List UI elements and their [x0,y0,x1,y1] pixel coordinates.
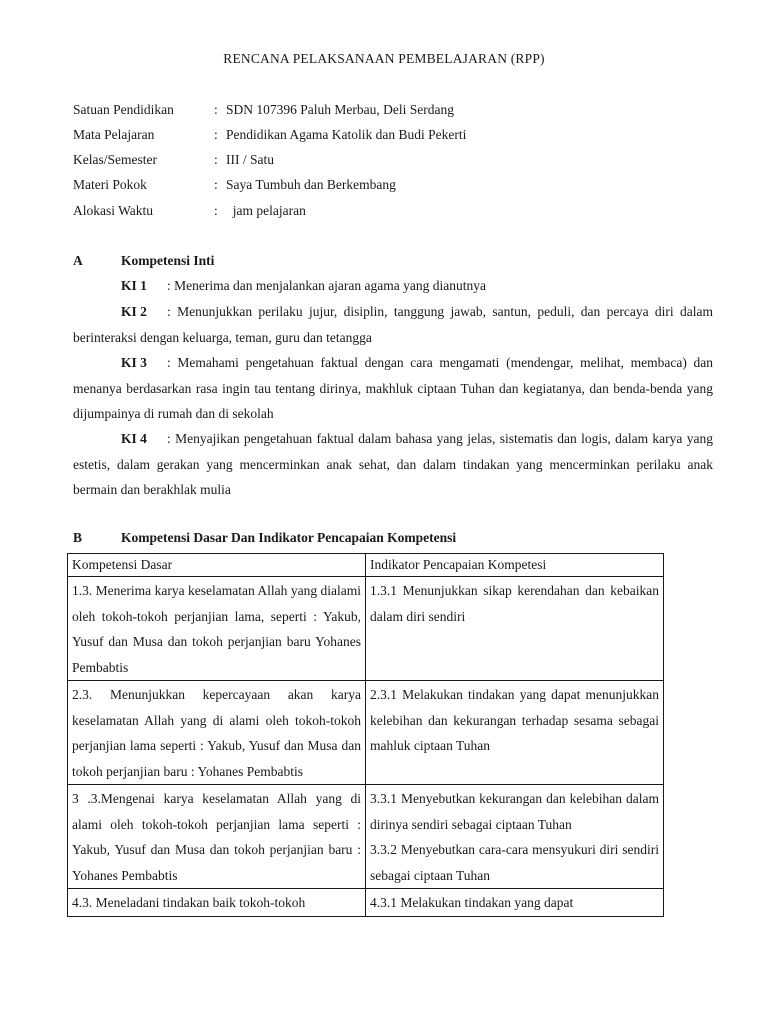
table-row [68,785,664,889]
table-row [68,681,664,785]
kd-cell: 2.3. Menunjukkan kepercayaan akan karya keselamatan Allah yang di alami oleh tokoh-tokoh perjanjian lama seperti : Yakub, Yusuf dan Musa dan tokoh perjanjian baru : Yohanes Pembabtis [68,681,366,785]
kd-cell: 4.3. Meneladani tindakan baik tokoh-tokoh [68,889,366,917]
identity-value: SDN 107396 Paluh Merbau, Deli Serdang [226,102,454,117]
identity-value: jam pelajaran [226,203,306,218]
identity-colon: : [214,127,218,142]
kd-cell: 1.3. Menerima karya keselamatan Allah yang dialami oleh tokoh-tokoh perjanjian lama, seperti : Yakub, Yusuf dan Musa dan tokoh perjanjian baru Yohanes Pembabtis [68,577,366,681]
section-letter: A [73,253,83,268]
identity-value: Saya Tumbuh dan Berkembang [226,177,396,192]
indikator-cell [366,681,664,785]
identity-colon: : [214,152,218,167]
ki-text: : Menyajikan pengetahuan faktual dalam bahasa yang jelas, sistematis dan logis, dalam karya yang estetis, dalam gerakan yang mencerminkan anak sehat, dan dalam tindakan yang mencerminkan perilaku anak bermain dan berakhlak mulia [73,431,713,497]
identity-value: III / Satu [226,152,274,167]
indikator-cell [366,889,664,917]
ki-number: KI 2 [121,304,147,319]
kd-cell: 3 .3.Mengenai karya keselamatan Allah yang di alami oleh tokoh-tokoh perjanjian lama seperti : Yakub, Yusuf dan Musa dan tokoh perjanjian baru : Yohanes Pembabtis [68,785,366,889]
identity-value: Pendidikan Agama Katolik dan Budi Pekerti [226,127,467,142]
ki-text: : Menunjukkan perilaku jujur, disiplin, tanggung jawab, santun, peduli, dan percaya diri dalam berinteraksi dengan keluarga, teman, guru dan tetangga [73,304,713,345]
ki-text: : Memahami pengetahuan faktual dengan cara mengamati (mendengar, melihat, membaca) dan menanya berdasarkan rasa ingin tau tentang dirinya, makhluk ciptaan Tuhan dan kegiatanya, dan benda-benda yang dijumpainya di rumah dan di sekolah [73,355,713,421]
ki-number: KI 4 [121,431,147,446]
page-title: RENCANA PELAKSANAAN PEMBELAJARAN (RPP) [223,51,545,66]
indikator-cell [366,785,664,889]
indikator-item: 1.3.1 Menunjukkan sikap kerendahan dan kebaikan dalam diri sendiri [370,583,659,624]
ki-paragraph [73,350,713,427]
table-row [68,577,664,681]
identity-label: Mata Pelajaran [73,127,155,142]
column-header-indikator: Indikator Pencapaian Kompetesi [366,554,664,577]
indikator-item: 2.3.1 Melakukan tindakan yang dapat menunjukkan kelebihan dan kekurangan terhadap sesama sebagai mahluk ciptaan Tuhan [370,687,659,753]
column-header-kd: Kompetensi Dasar [68,554,366,577]
ki-paragraph [73,426,713,503]
ki-number: KI 1 [121,278,147,293]
identity-colon: : [214,203,218,218]
identity-colon: : [214,177,218,192]
identity-colon: : [214,102,218,117]
section-title: Kompetensi Dasar Dan Indikator Pencapaian Kompetensi [121,530,457,545]
ki-text: : Menerima dan menjalankan ajaran agama yang dianutnya [167,278,486,293]
section-title: Kompetensi Inti [121,253,215,268]
table-row [68,889,664,917]
indikator-item: 4.3.1 Melakukan tindakan yang dapat [370,895,574,910]
ki-paragraph [73,299,713,350]
identity-label: Satuan Pendidikan [73,102,174,117]
identity-label: Kelas/Semester [73,152,157,167]
ki-number: KI 3 [121,355,147,370]
indikator-item: 3.3.1 Menyebutkan kekurangan dan kelebihan dalam dirinya sendiri sebagai ciptaan Tuhan [370,791,659,832]
ki-paragraph [73,273,713,299]
identity-label: Alokasi Waktu [73,203,154,218]
identity-label: Materi Pokok [73,177,147,192]
indikator-cell [366,577,664,681]
section-letter: B [73,530,83,545]
indikator-item: 3.3.2 Menyebutkan cara-cara mensyukuri diri sendiri sebagai ciptaan Tuhan [370,842,659,883]
table-header-row [68,554,664,577]
competency-table [67,553,664,917]
